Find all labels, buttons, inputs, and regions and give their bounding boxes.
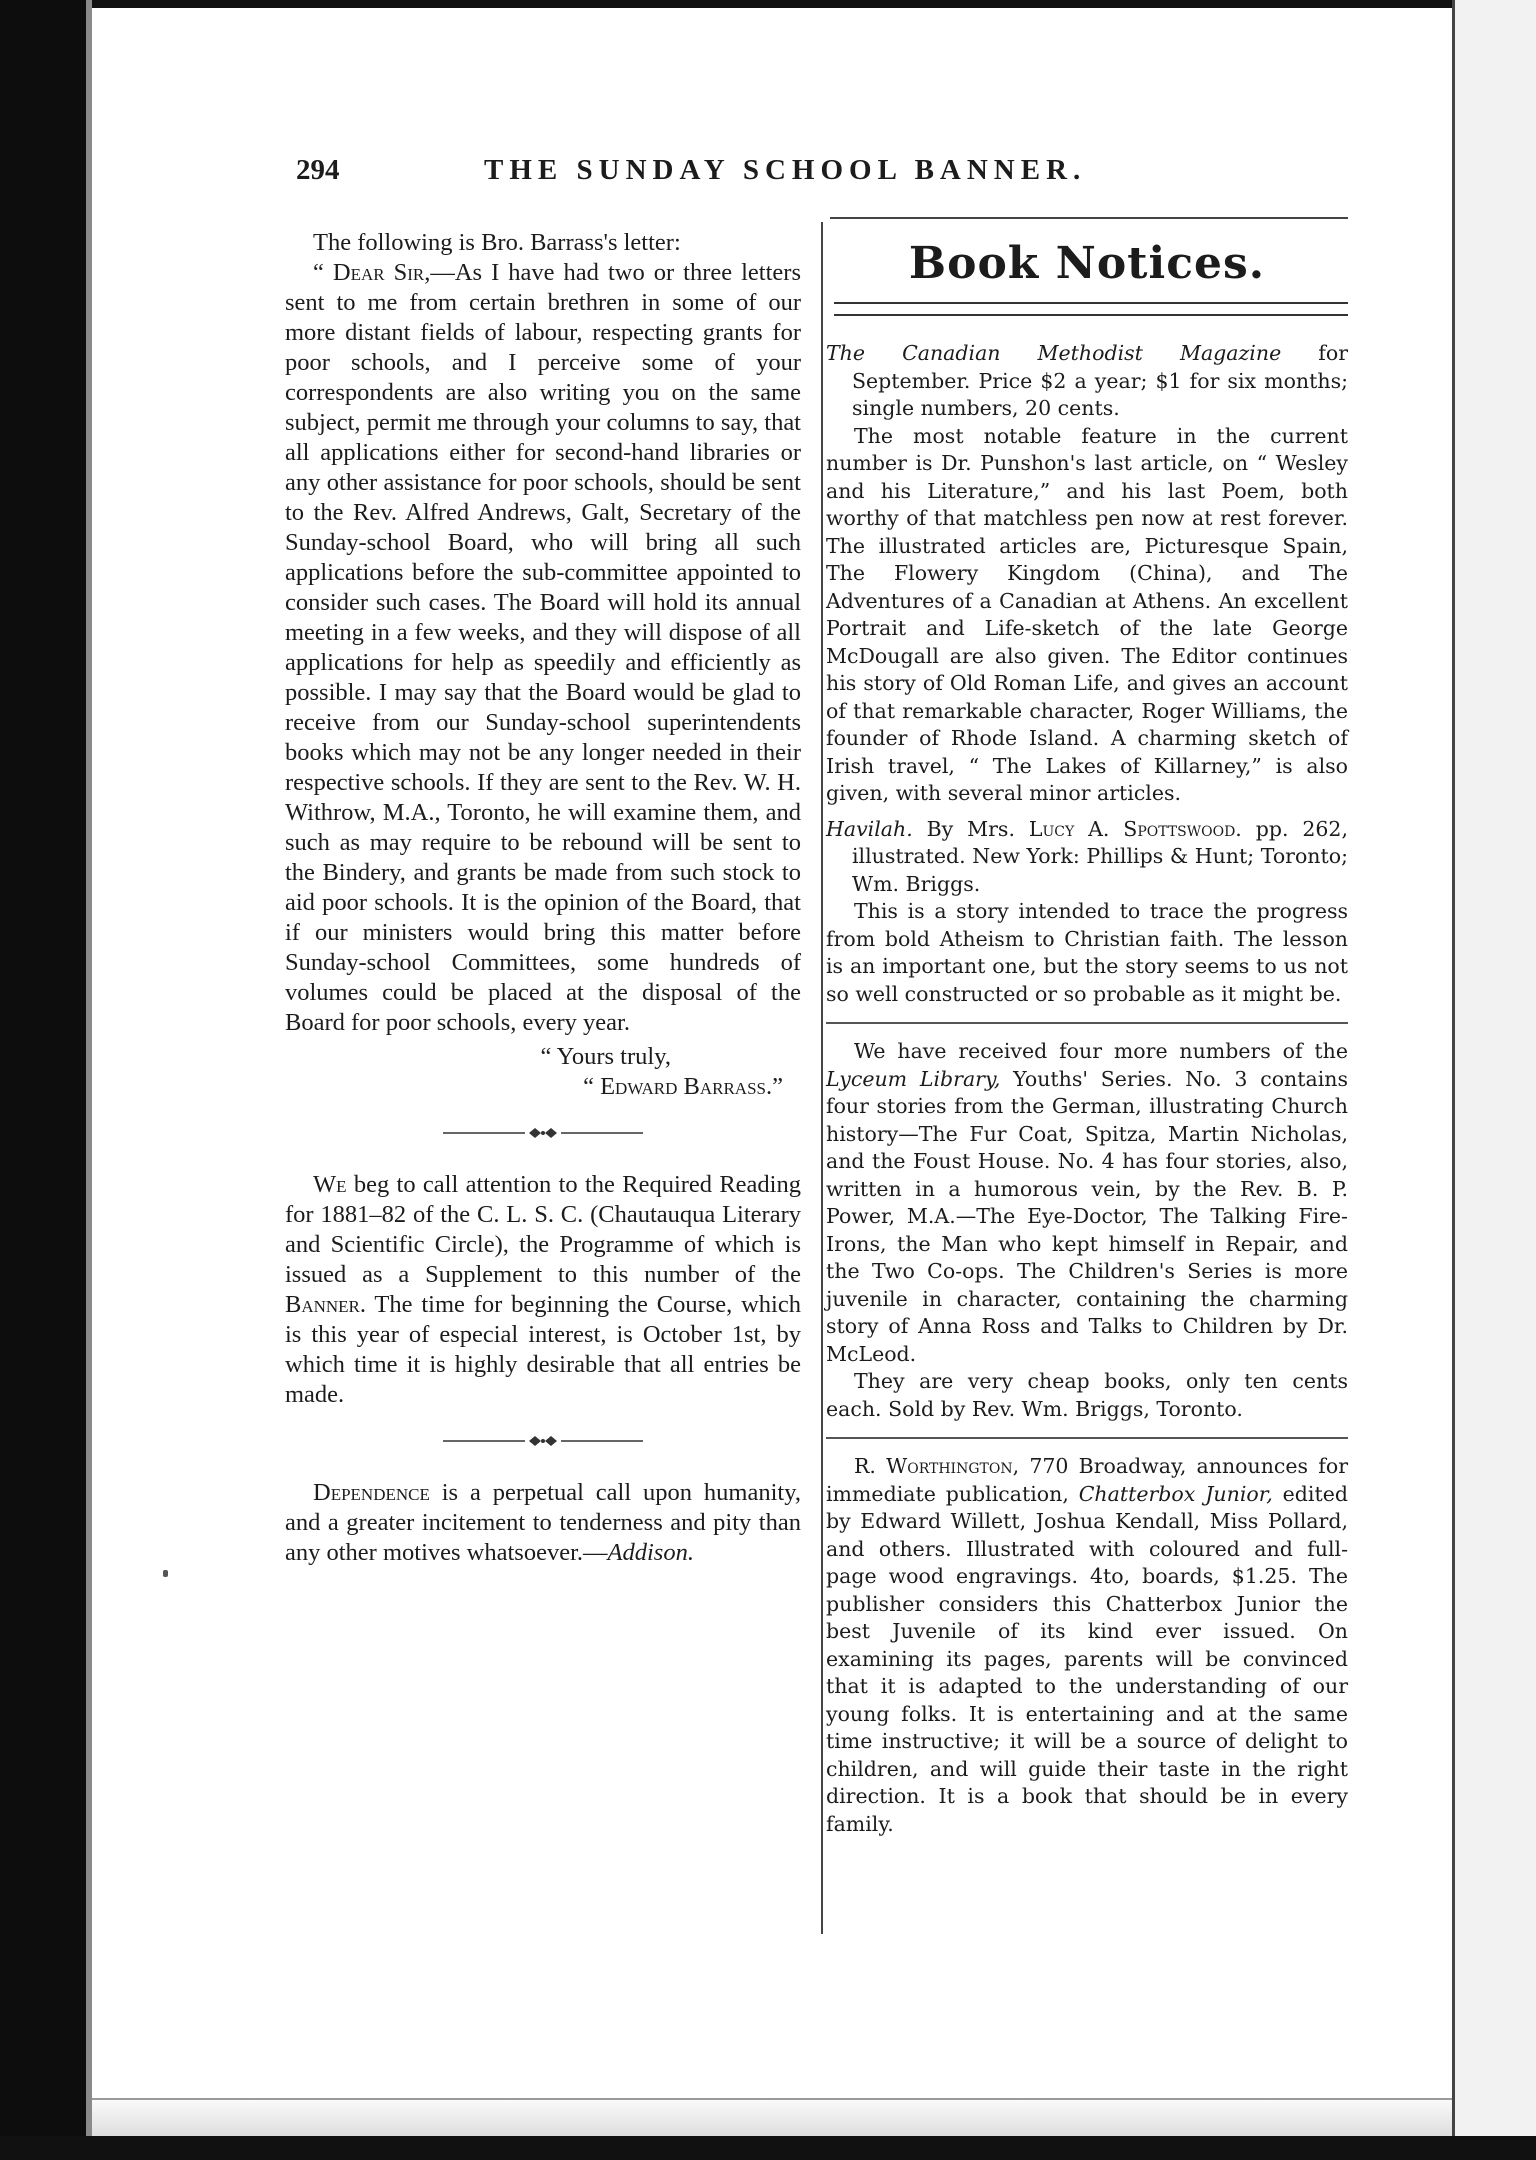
scan-border-bottom xyxy=(0,2136,1536,2160)
scan-border-top xyxy=(0,0,1536,8)
notice2-author: Lucy A. Spottswood. xyxy=(1028,816,1242,841)
notice3-body-1: We have received four more numbers of the xyxy=(854,1039,1348,1063)
letter-paragraph xyxy=(285,258,801,1038)
notice2-by: By Mrs. xyxy=(912,816,1029,841)
scan-border-right xyxy=(1452,0,1536,2160)
book-notices-heading: Book Notices. xyxy=(908,238,1266,289)
letter-closing: “ Yours truly, xyxy=(540,1043,671,1070)
notice4-title: Chatterbox Junior, xyxy=(1078,1481,1273,1506)
notice4-publisher: R. Worthington, xyxy=(854,1454,1020,1478)
header-rule xyxy=(830,217,1348,219)
required-reading-notice xyxy=(285,1170,801,1410)
notice2-title: Havilah. xyxy=(826,816,913,841)
notice-banner: Banner. xyxy=(285,1291,367,1318)
quote-lead: Dependence xyxy=(313,1479,430,1506)
notice3-series: Lyceum Library, xyxy=(826,1066,1001,1091)
column-divider xyxy=(821,222,823,1934)
ornament-divider xyxy=(443,1124,643,1142)
notice-lyceum-library xyxy=(826,1038,1348,1368)
quote-body: is a perpetual call upon humanity, and a greater incitement to tenderness and pity than any other motives whatsoever.— xyxy=(285,1479,801,1566)
notice3-body-3: They are very cheap books, only ten cents each. Sold by Rev. Wm. Briggs, Toronto. xyxy=(826,1369,1348,1421)
notice1-body: The most notable feature in the current number is Dr. Punshon's last article, on “ Wesley and his Literature,” and his last Poem, both worthy of that matchless pen now at rest forever. The illustrated articles are, Picturesque Spain, The Flowery Kingdom (China), and The Adventures of a Canadian at Athens. An excellent Portrait and Life-sketch of the late George McDougall are also given. The Editor continues his story of Old Roman Life, and gives an account of that remarkable character, Roger Williams, the founder of Rhode Island. A charming sketch of Irish travel, “ The Lakes of Killarney,” is also given, with several minor articles. xyxy=(826,423,1348,805)
letter-salutation: “ Dear Sir, xyxy=(313,259,431,286)
quote-author: Addison. xyxy=(607,1539,694,1566)
letter-body: —As I have had two or three letters sent to me from certain brethren in some of our more distant fields of labour, respecting grants for poor schools, and I perceive some of your correspondents are also writing you on the same subject, permit me through your columns to say, that all applications either for second-hand libraries or any other assistance for poor schools, should be sent to the Rev. Alfred Andrews, Galt, Secretary of the Sunday-school Board, who will bring all such applications before the sub-committee appointed to consider such cases. The Board will hold its annual meeting in a few weeks, and they will dispose of all applications for help as speedily and efficiently as possible. I may say that the Board would be glad to receive from our Sunday-school superintendents books which may not be any longer needed in their respective schools. If they are sent to the Rev. W. H. Withrow, M.A., Toronto, he will examine them, and such as may require to be rebound will be sent to the Bindery, and grants be made from such stock to aid poor schools. It is the opinion of the Board, that if our ministers would bring this matter before Sunday-school Committees, some hundreds of volumes could be placed at the disposal of the Board for poor schools, every year. xyxy=(285,259,801,1036)
notice4-body-1: 770 Broadway, announces for immediate publication, xyxy=(826,1454,1348,1506)
ornament-divider-2 xyxy=(443,1432,643,1450)
page-edge-line xyxy=(1452,0,1455,2160)
running-title: THE SUNDAY SCHOOL BANNER. xyxy=(484,154,1087,186)
notice-methodist-magazine xyxy=(826,340,1348,423)
notice-havilah xyxy=(826,816,1348,899)
notice2-details: pp. 262, illustrated. New York: Phillips & Hunt; Toronto; Wm. Briggs. xyxy=(852,816,1348,896)
page-edge-shadow xyxy=(86,0,92,2160)
page-curl xyxy=(92,2098,1452,2138)
letter-signature: “ Edward Barrass.” xyxy=(583,1073,783,1100)
notice2-body: This is a story intended to trace the progress from bold Atheism to Christian faith. The lesson is an important one, but the story seems to us not so well constructed or so probable as it might be. xyxy=(826,899,1348,1006)
margin-mark xyxy=(163,1570,168,1577)
notice-body-1: beg to call attention to the Required Reading for 1881–82 of the C. L. S. C. (Chautauqua Literary and Scientific Circle), the Programme of which is issued as a Supplement to this number of the xyxy=(285,1171,801,1288)
notice-separator-2 xyxy=(826,1437,1348,1439)
heading-double-rule xyxy=(834,302,1348,316)
notice-lead: We xyxy=(313,1171,347,1198)
notice1-title: The Canadian Methodist Magazine xyxy=(826,341,1282,365)
letter-intro: The following is Bro. Barrass's letter: xyxy=(313,229,681,256)
notice3-body-2: Youths' Series. No. 3 contains four stories from the German, illustrating Church history—The Fur Coat, Spitza, Martin Nicholas, and the Foust House. No. 4 has four stories, also, written in a humorous vein, by the Rev. B. P. Power, M.A.—The Eye-Doctor, The Talking Fire-Irons, the Man who kept himself in Repair, and the Two Co-ops. The Children's Series is more juvenile in character, containing the charming story of Anna Ross and Talks to Children by Dr. McLeod. xyxy=(826,1066,1348,1366)
notice-chatterbox xyxy=(826,1453,1348,1838)
page-number: 294 xyxy=(296,154,340,186)
page-header xyxy=(296,148,1348,192)
notice4-body-2: edited by Edward Willett, Joshua Kendall, Miss Pollard, and others. Illustrated with coloured and full-page wood engravings. 4to, boards, $1.25. The publisher considers this Chatterbox Junior the best Juvenile of its kind ever issued. On examining its pages, parents will be convinced that it is adapted to the understanding of our young folks. It is entertaining and at the same time instructive; it will be a source of delight to children, and will guide their taste in the right direction. It is a book that should be in every family. xyxy=(826,1481,1348,1836)
scan-border-left xyxy=(0,0,86,2160)
notice1-details: for September. Price $2 a year; $1 for six months; single numbers, 20 cents. xyxy=(852,341,1348,420)
notice-separator xyxy=(826,1022,1348,1024)
left-column xyxy=(285,228,801,1568)
addison-quote xyxy=(285,1478,801,1568)
notice-body-2: The time for beginning the Course, which is this year of especial interest, is October 1st, by which time it is highly desirable that all entries be made. xyxy=(285,1291,801,1408)
right-column xyxy=(826,228,1348,1838)
